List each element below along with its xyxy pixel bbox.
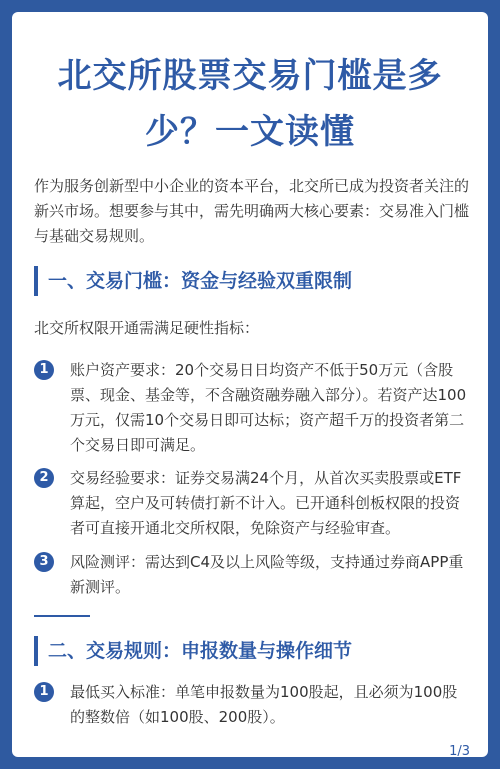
title-line-1: 北交所股票交易门槛是多 (57, 56, 443, 96)
list-item-2-text: 交易经验要求：证券交易满24个月，从首次买卖股票或ETF算起，空户及可转债打新不计入。已开通科创板权限的投资者可直接开通北交所权限，免除资产与经验审查。 (70, 469, 462, 537)
section-divider (34, 615, 90, 617)
number-badge-1: 1 (34, 360, 54, 380)
section-1-heading (34, 262, 470, 300)
list-item-1-text: 账户资产要求：20个交易日日均资产不低于50万元（含股票、现金、基金等，不含融资融券融入部分）。若资产达100万元，仅需10个交易日即可达标；资产超千万的投资者第二个交易日即可满足。 (70, 361, 467, 454)
section-2-list-item-1-text: 最低买入标准：单笔申报数量为100股起，且必须为100股的整数倍（如100股、200股）。 (70, 683, 458, 726)
section-2-number-badge-1: 1 (34, 682, 54, 702)
section-1-lead: 北交所权限开通需满足硬性指标： (34, 319, 260, 337)
number-badge-3: 3 (34, 552, 54, 572)
list-item-3-text: 风险测评：需达到C4及以上风险等级，支持通过券商APP重新测评。 (70, 553, 464, 596)
list-item-2 (34, 466, 470, 541)
section-2-heading (34, 632, 470, 670)
list-item-3 (34, 550, 470, 600)
article-title (12, 48, 488, 160)
section-2-accent-bar (34, 636, 38, 666)
title-line-2: 少？一文读懂 (145, 112, 355, 152)
section-2-heading-text: 二、交易规则：申报数量与操作细节 (48, 640, 353, 662)
number-badge-2: 2 (34, 468, 54, 488)
article-card (12, 12, 488, 757)
page-indicator: 1/3 (449, 744, 470, 759)
intro-paragraph: 作为服务创新型中小企业的资本平台，北交所已成为投资者关注的新兴市场。想要参与其中，需先明确两大核心要素：交易准入门槛与基础交易规则。 (34, 177, 470, 245)
list-item-1 (34, 358, 470, 458)
section-2-list-item-1 (34, 680, 470, 730)
section-1-accent-bar (34, 266, 38, 296)
section-1-heading-text: 一、交易门槛：资金与经验双重限制 (48, 270, 353, 292)
